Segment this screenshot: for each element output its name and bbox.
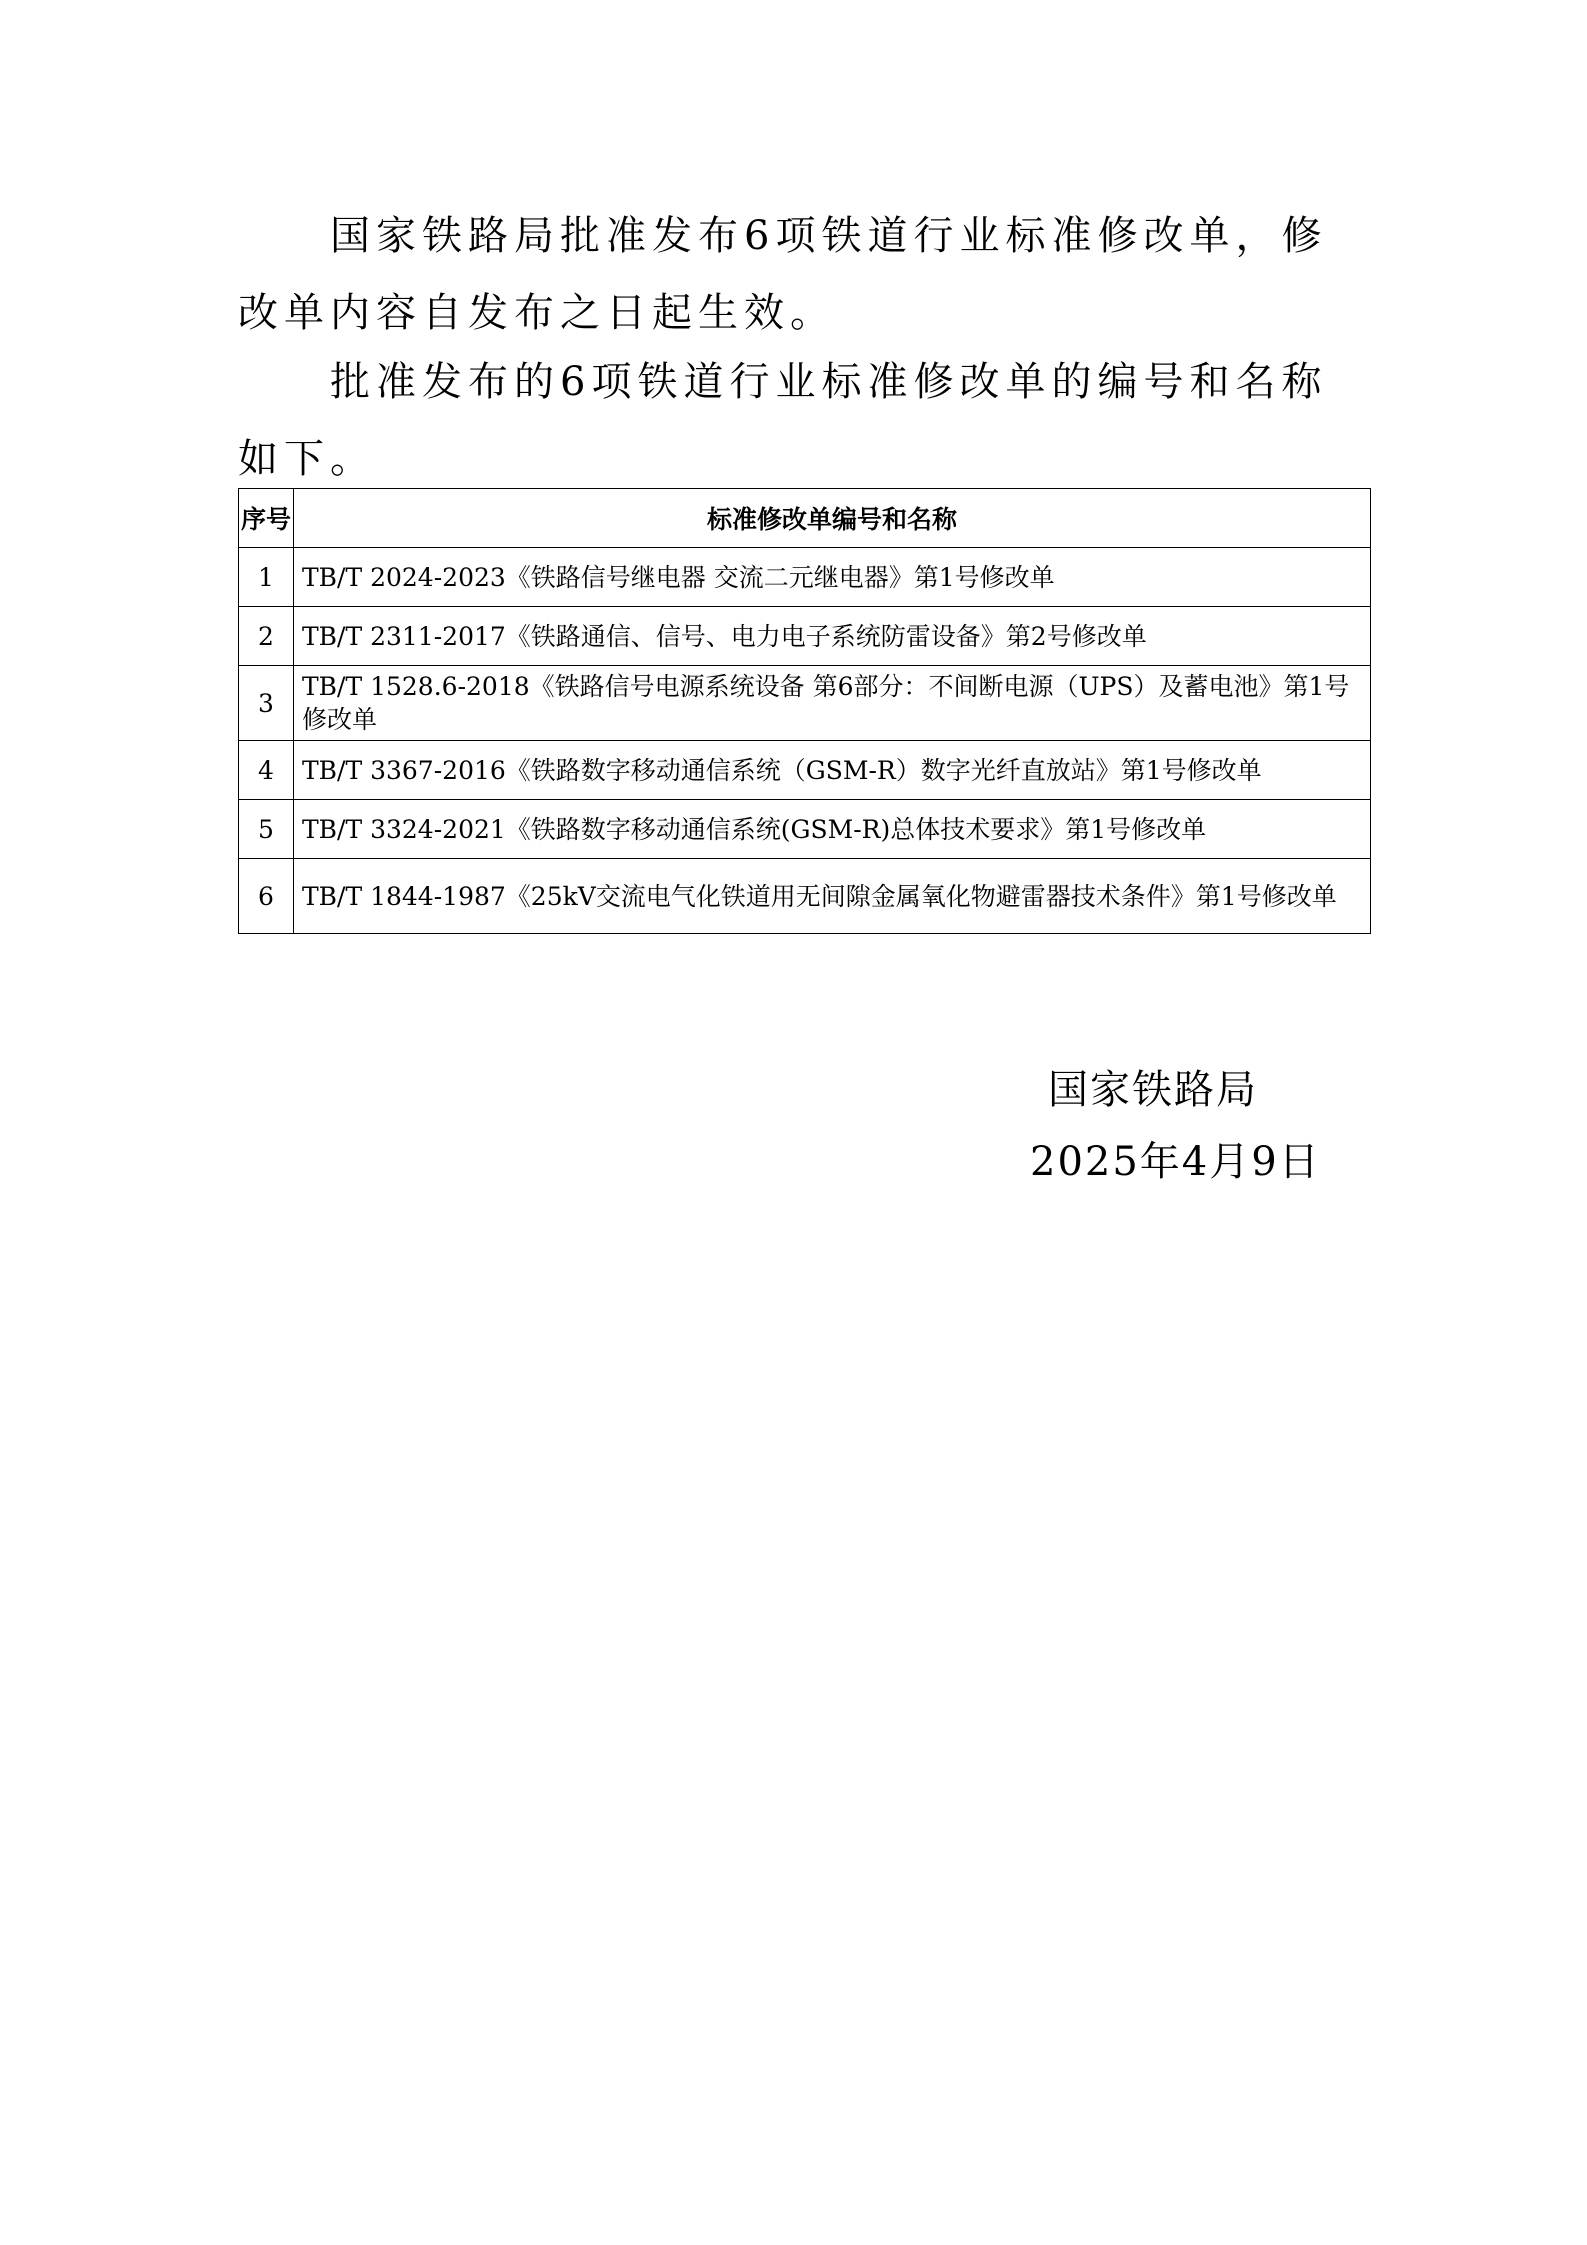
table-row [239, 607, 1371, 666]
table-row [239, 859, 1371, 934]
row-index: 1 [239, 548, 294, 607]
row-name: TB/T 1528.6-2018《铁路信号电源系统设备 第6部分：不间断电源（UPS）及蓄电池》第1号修改单 [294, 666, 1371, 741]
table-header-row [239, 489, 1371, 548]
row-name: TB/T 2024-2023《铁路信号继电器 交流二元继电器》第1号修改单 [294, 548, 1371, 607]
intro-paragraph: 国家铁路局批准发布6项铁道行业标准修改单，修改单内容自发布之日起生效。 [238, 213, 1328, 336]
list-intro-paragraph: 批准发布的6项铁道行业标准修改单的编号和名称如下。 [238, 359, 1328, 482]
row-index: 4 [239, 741, 294, 800]
row-name: TB/T 1844-1987《25kV交流电气化铁道用无间隙金属氧化物避雷器技术条件》第1号修改单 [294, 859, 1371, 934]
amendment-table [238, 488, 1371, 934]
table-row [239, 548, 1371, 607]
row-index: 3 [239, 666, 294, 741]
table-row [239, 741, 1371, 800]
row-name: TB/T 3324-2021《铁路数字移动通信系统(GSM-R)总体技术要求》第1号修改单 [294, 800, 1371, 859]
row-index: 2 [239, 607, 294, 666]
row-name: TB/T 3367-2016《铁路数字移动通信系统（GSM-R）数字光纤直放站》第1号修改单 [294, 741, 1371, 800]
signature-date: 2025年4月9日 [1030, 1139, 1321, 1185]
header-index: 序号 [239, 489, 294, 548]
row-index: 5 [239, 800, 294, 859]
header-name: 标准修改单编号和名称 [294, 489, 1371, 548]
row-name: TB/T 2311-2017《铁路通信、信号、电力电子系统防雷设备》第2号修改单 [294, 607, 1371, 666]
signature-organization: 国家铁路局 [1048, 1067, 1258, 1113]
table-row [239, 800, 1371, 859]
table-row [239, 666, 1371, 741]
row-index: 6 [239, 859, 294, 934]
